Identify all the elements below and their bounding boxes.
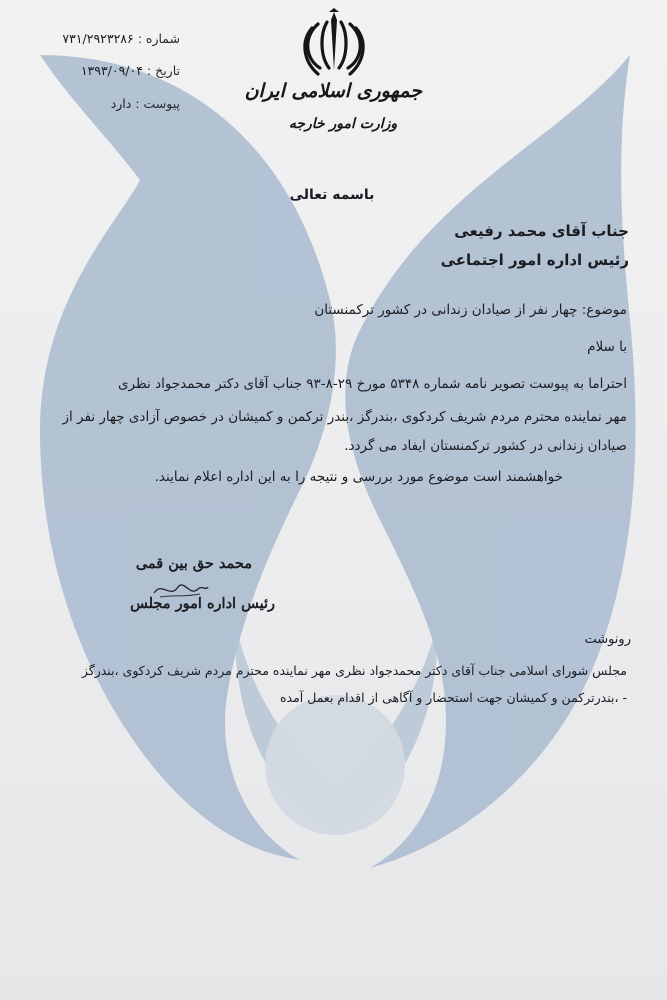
letter-date <box>10 63 180 78</box>
number-label: شماره : <box>137 31 180 46</box>
body-line: مهر نماینده محترم مردم شریف کردکوی ،بندرگز ،بندر ترکمن و کمیشان در خصوص آزادی چهار نفر از <box>62 409 627 425</box>
signatory-name: محمد حق بین قمی <box>135 555 252 572</box>
date-value: ۱۳۹۳/۰۹/۰۴ <box>80 63 143 78</box>
addressee-name: جناب آقای محمد رفیعی <box>454 222 629 240</box>
letter-number <box>10 31 180 46</box>
attachment-label: پیوست : <box>135 96 180 111</box>
request-line: خواهشمند است موضوع مورد بررسی و نتیجه را به این اداره اعلام نمایند. <box>154 469 563 485</box>
cc-label: رونوشت <box>584 632 631 647</box>
addressee-position: رئیس اداره امور اجتماعی <box>440 251 629 269</box>
subject-line: موضوع: چهار نفر از صیادان زندانی در کشور ترکمنستان <box>314 302 627 318</box>
greeting: با سلام <box>587 339 627 355</box>
cc-line: مجلس شورای اسلامی جناب آقای دکتر محمدجواد نظری مهر نماینده محترم مردم شریف کردکوی ،بندرگز <box>81 663 627 678</box>
letterhead-title: جمهوری اسلامی ایران <box>244 80 422 102</box>
body-line: صیادان زندانی در کشور ترکمنستان ایفاد می گردد. <box>344 438 627 454</box>
cc-line: - ،بندرترکمن و کمیشان جهت استحضار و آگاهی از اقدام بعمل آمده <box>279 690 627 705</box>
date-label: تاریخ : <box>146 63 180 78</box>
letterhead-subtitle: وزارت امور خارجه <box>288 116 398 132</box>
invocation: باسمه تعالی <box>289 187 375 203</box>
number-value: ۷۳۱/۲۹۲۳۲۸۶ <box>62 31 134 46</box>
iran-emblem-icon <box>296 6 372 86</box>
attachment-value: دارد <box>110 96 132 111</box>
body-line: احتراما به پیوست تصویر نامه شماره ۵۳۴۸ مورخ ۲۹-۸-۹۳ جناب آقای دکتر محمدجواد نظری <box>117 376 627 392</box>
letter-attachment <box>10 96 180 111</box>
signatory-title: رئیس اداره امور مجلس <box>130 595 275 612</box>
